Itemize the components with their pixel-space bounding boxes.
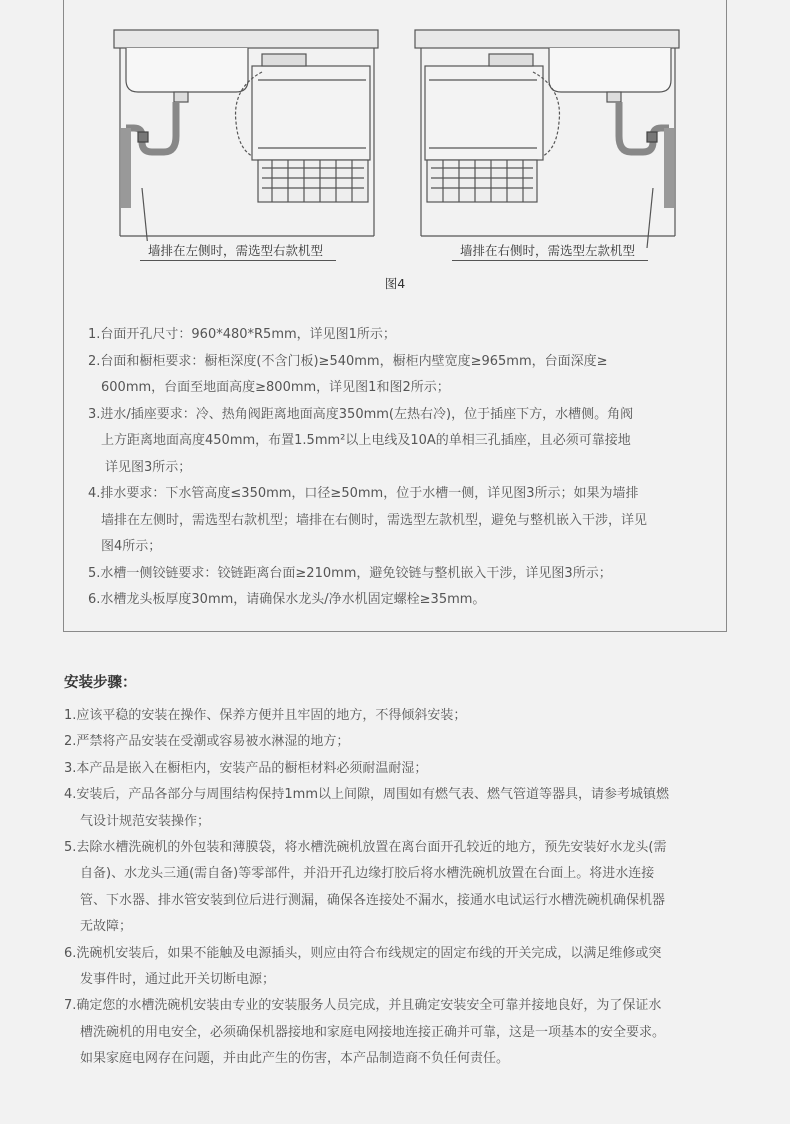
requirement-line: 6.水槽龙头板厚度30mm，请确保水龙头/净水机固定螺栓≥35mm。 [88,592,486,607]
step-line: 4.安装后，产品各部分与周围结构保持1mm以上间隙，周围如有燃气表、燃气管道等器具，请参考城镇燃 [64,787,670,803]
step-line: 如果家庭电网存在问题，并由此产生的伤害，本产品制造商不负任何责任。 [80,1051,510,1067]
steps-title: 安装步骤： [64,675,137,691]
requirements-list [88,322,708,614]
figure-label: 图4 [384,276,406,291]
diagram-wall-drain-right [413,28,685,260]
requirement-line: 3.进水/插座要求：冷、热角阀距离地面高度350mm(左热右冷)，位于插座下方，水槽侧。角阀 [88,406,634,422]
requirement-line: 详见图3所示； [105,459,192,475]
requirement-line: 5.水槽一侧铰链要求：铰链距离台面≥210mm，避免铰链与整机嵌入干涉，详见图3所示； [88,565,612,581]
step-line: 6.洗碗机安装后，如果不能触及电源插头，则应由符合布线规定的固定布线的开关完成，以满足维修或突 [64,945,662,961]
step-line: 5.去除水槽洗碗机的外包装和薄膜袋，将水槽洗碗机放置在离台面开孔较近的地方，预先安装好水龙头(需 [64,840,667,856]
step-line: 7.确定您的水槽洗碗机安装由专业的安装服务人员完成，并且确定安装安全可靠并接地良好，为了保证水 [64,998,662,1014]
step-line: 气设计规范安装操作； [80,813,211,829]
install-steps-list [64,703,744,1073]
diagram-wall-drain-left [112,28,384,260]
requirement-line: 图4所示； [101,539,162,554]
step-line: 管、下水器、排水管安装到位后进行测漏，确保各连接处不漏水，接通水电试运行水槽洗碗机确保机器 [80,892,666,908]
requirement-line: 墙排在左侧时，需选型右款机型；墙排在右侧时，需选型左款机型，避免与整机嵌入干涉，详见 [101,512,648,528]
step-line: 自备)、水龙头三通(需自备)等零部件，并沿开孔边缘打胶后将水槽洗碗机放置在台面上。将进水连接 [80,866,655,882]
requirement-line: 4.排水要求：下水管高度≤350mm，口径≥50mm，位于水槽一侧，详见图3所示；如果为墙排 [88,486,639,501]
caption-left: 墙排在左侧时，需选型右款机型 [144,241,327,259]
step-line: 无故障； [80,919,133,935]
requirement-line: 1.台面开孔尺寸：960*480*R5mm，详见图1所示； [88,327,396,342]
requirement-line: 上方距离地面高度450mm，布置1.5mm²以上电线及10A的单相三孔插座，且必须可靠接地 [101,433,631,448]
step-line: 槽洗碗机的用电安全，必须确保机器接地和家庭电网接地连接正确并可靠，这是一项基本的安全要求。 [80,1024,666,1040]
requirement-line: 2.台面和橱柜要求：橱柜深度(不含门板)≥540mm，橱柜内壁宽度≥965mm，台面深度≥ [88,353,608,369]
step-line: 1.应该平稳的安装在操作、保养方便并且牢固的地方，不得倾斜安装； [64,708,467,723]
caption-left-underline [140,260,336,261]
caption-right: 墙排在右侧时，需选型左款机型 [456,241,639,259]
step-line: 2.严禁将产品安装在受潮或容易被水淋湿的地方； [64,734,350,750]
step-line: 3.本产品是嵌入在橱柜内，安装产品的橱柜材料必须耐温耐湿； [64,760,428,776]
caption-right-underline [452,260,648,261]
step-line: 发事件时，通过此开关切断电源； [80,972,276,988]
requirement-line: 600mm，台面至地面高度≥800mm，详见图1和图2所示； [101,380,450,395]
